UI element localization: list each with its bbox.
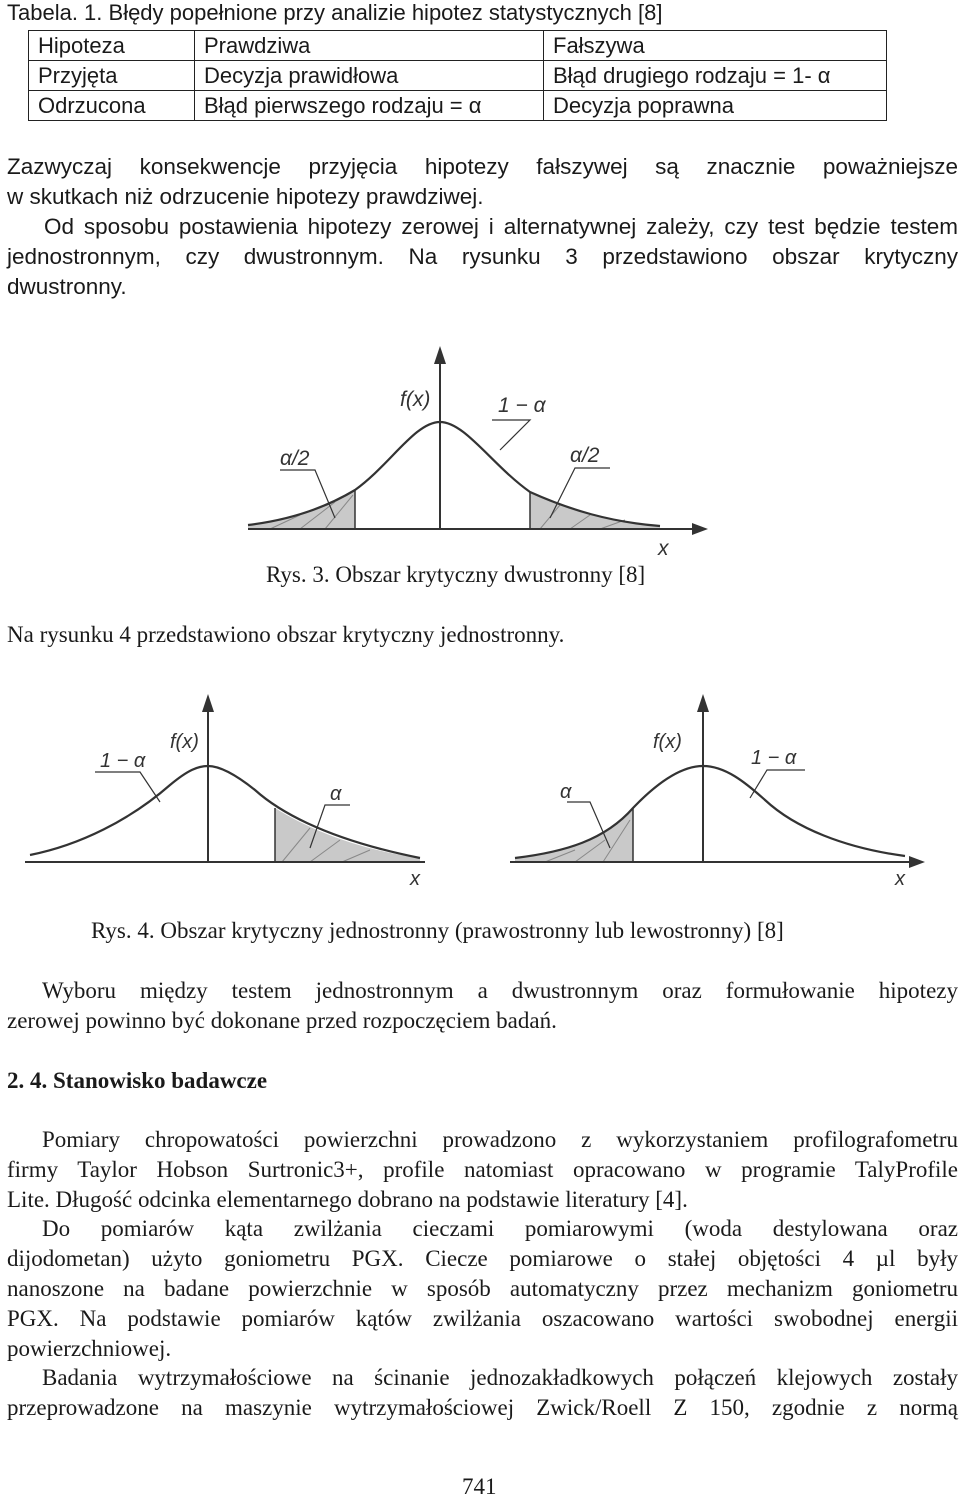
normal-density-curve xyxy=(30,766,420,858)
table-caption: Tabela. 1. Błędy popełnione przy analizie hipotez statystycznych [8] xyxy=(7,0,663,25)
table-cell: Decyzja prawidłowa xyxy=(195,61,544,91)
figure-3-caption: Rys. 3. Obszar krytyczny dwustronny [8] xyxy=(266,562,646,587)
x-axis-label: x xyxy=(410,868,420,890)
paragraph-line: dwustronny. xyxy=(7,274,127,299)
paragraph-line: Wyboru między testem jednostronnym a dwustronnym oraz formułowanie hipotezy xyxy=(42,978,958,1003)
alpha-label: α xyxy=(560,781,572,803)
table-cell: Błąd drugiego rodzaju = 1- α xyxy=(544,61,887,91)
figure-4-caption: Rys. 4. Obszar krytyczny jednostronny (prawostronny lub lewostronny) [8] xyxy=(91,918,784,943)
left-tail-label: α/2 xyxy=(280,447,310,470)
paragraph-line: w skutkach niż odrzucenie hipotezy prawdziwej. xyxy=(7,184,484,209)
normal-density-curve xyxy=(515,766,905,858)
table-row xyxy=(29,31,887,61)
table-row xyxy=(29,91,887,121)
left-tail-shading xyxy=(515,808,633,862)
acceptance-leader xyxy=(95,772,160,802)
paragraph-line: Od sposobu postawienia hipotezy zerowej i alternatywnej zależy, czy test będzie testem xyxy=(44,214,958,239)
acceptance-label: 1 − α xyxy=(498,394,546,417)
y-axis-arrow xyxy=(202,694,214,712)
paragraph-line: firmy Taylor Hobson Surtronic3+, profile natomiast opracowano w programie TalyProfile xyxy=(7,1157,958,1182)
paragraph-line: Do pomiarów kąta zwilżania cieczami pomiarowymi (woda destylowana oraz xyxy=(42,1216,958,1241)
table-row xyxy=(29,61,887,91)
paragraph-line: powierzchniowej. xyxy=(7,1336,172,1361)
table-cell: Odrzucona xyxy=(29,91,195,121)
y-axis-arrow xyxy=(697,694,709,712)
paragraph-line: nanoszone na badane powierzchnie w sposób automatyczny przez mechanizm goniometru xyxy=(7,1276,958,1301)
x-axis-label: x xyxy=(658,537,669,560)
acceptance-label: 1 − α xyxy=(751,747,797,769)
normal-density-curve xyxy=(248,422,660,526)
two-sided-critical-region-figure xyxy=(230,340,730,565)
table-cell: Decyzja poprawna xyxy=(544,91,887,121)
paragraph-line: jednostronnym, czy dwustronnym. Na rysunku 3 przedstawiono obszar krytyczny xyxy=(7,244,958,269)
table-cell: Błąd pierwszego rodzaju = α xyxy=(195,91,544,121)
section-heading: 2. 4. Stanowisko badawcze xyxy=(7,1068,268,1093)
table-cell: Fałszywa xyxy=(544,31,887,61)
hypothesis-error-table xyxy=(28,30,887,121)
paragraph-line: Badania wytrzymałościowe na ścinanie jednozakładkowych połączeń klejowych zostały xyxy=(42,1365,958,1390)
left-sided-critical-region-figure xyxy=(505,690,945,890)
table-cell: Prawdziwa xyxy=(195,31,544,61)
fx-label: f(x) xyxy=(400,388,431,411)
paragraph-line: Na rysunku 4 przedstawiono obszar krytyczny jednostronny. xyxy=(7,622,565,647)
paragraph-line: przeprowadzone na maszynie wytrzymałościowej Zwick/Roell Z 150, zgodnie z normą xyxy=(7,1395,958,1420)
paragraph-line: PGX. Na podstawie pomiarów kątów zwilżania oszacowano wartości swobodnej energii xyxy=(7,1306,958,1331)
paragraph-line: dijodometan) użyto goniometru PGX. Ciecze pomiarowe o stałej objętości 4 µl były xyxy=(7,1246,958,1271)
y-axis-arrow xyxy=(434,346,446,364)
paragraph-line: Pomiary chropowatości powierzchni prowadzono z wykorzystaniem profilografometru xyxy=(42,1127,958,1152)
fx-label: f(x) xyxy=(653,731,682,753)
paragraph-line: Lite. Długość odcinka elementarnego dobrano na podstawie literatury [4]. xyxy=(7,1187,688,1212)
alpha-label: α xyxy=(330,783,342,805)
acceptance-label: 1 − α xyxy=(100,750,146,772)
right-tail-label: α/2 xyxy=(570,444,600,467)
paragraph-line: zerowej powinno być dokonane przed rozpoczęciem badań. xyxy=(7,1008,557,1033)
x-axis-arrow xyxy=(692,523,708,535)
right-sided-critical-region-figure xyxy=(20,690,460,890)
table-cell: Przyjęta xyxy=(29,61,195,91)
paragraph-line: Zazwyczaj konsekwencje przyjęcia hipotezy fałszywej są znacznie poważniejsze xyxy=(7,154,958,179)
x-axis-arrow xyxy=(909,856,925,868)
page-number: 741 xyxy=(462,1474,497,1499)
acceptance-leader xyxy=(492,420,530,450)
fx-label: f(x) xyxy=(170,731,199,753)
x-axis-label: x xyxy=(895,868,905,890)
table-cell: Hipoteza xyxy=(29,31,195,61)
